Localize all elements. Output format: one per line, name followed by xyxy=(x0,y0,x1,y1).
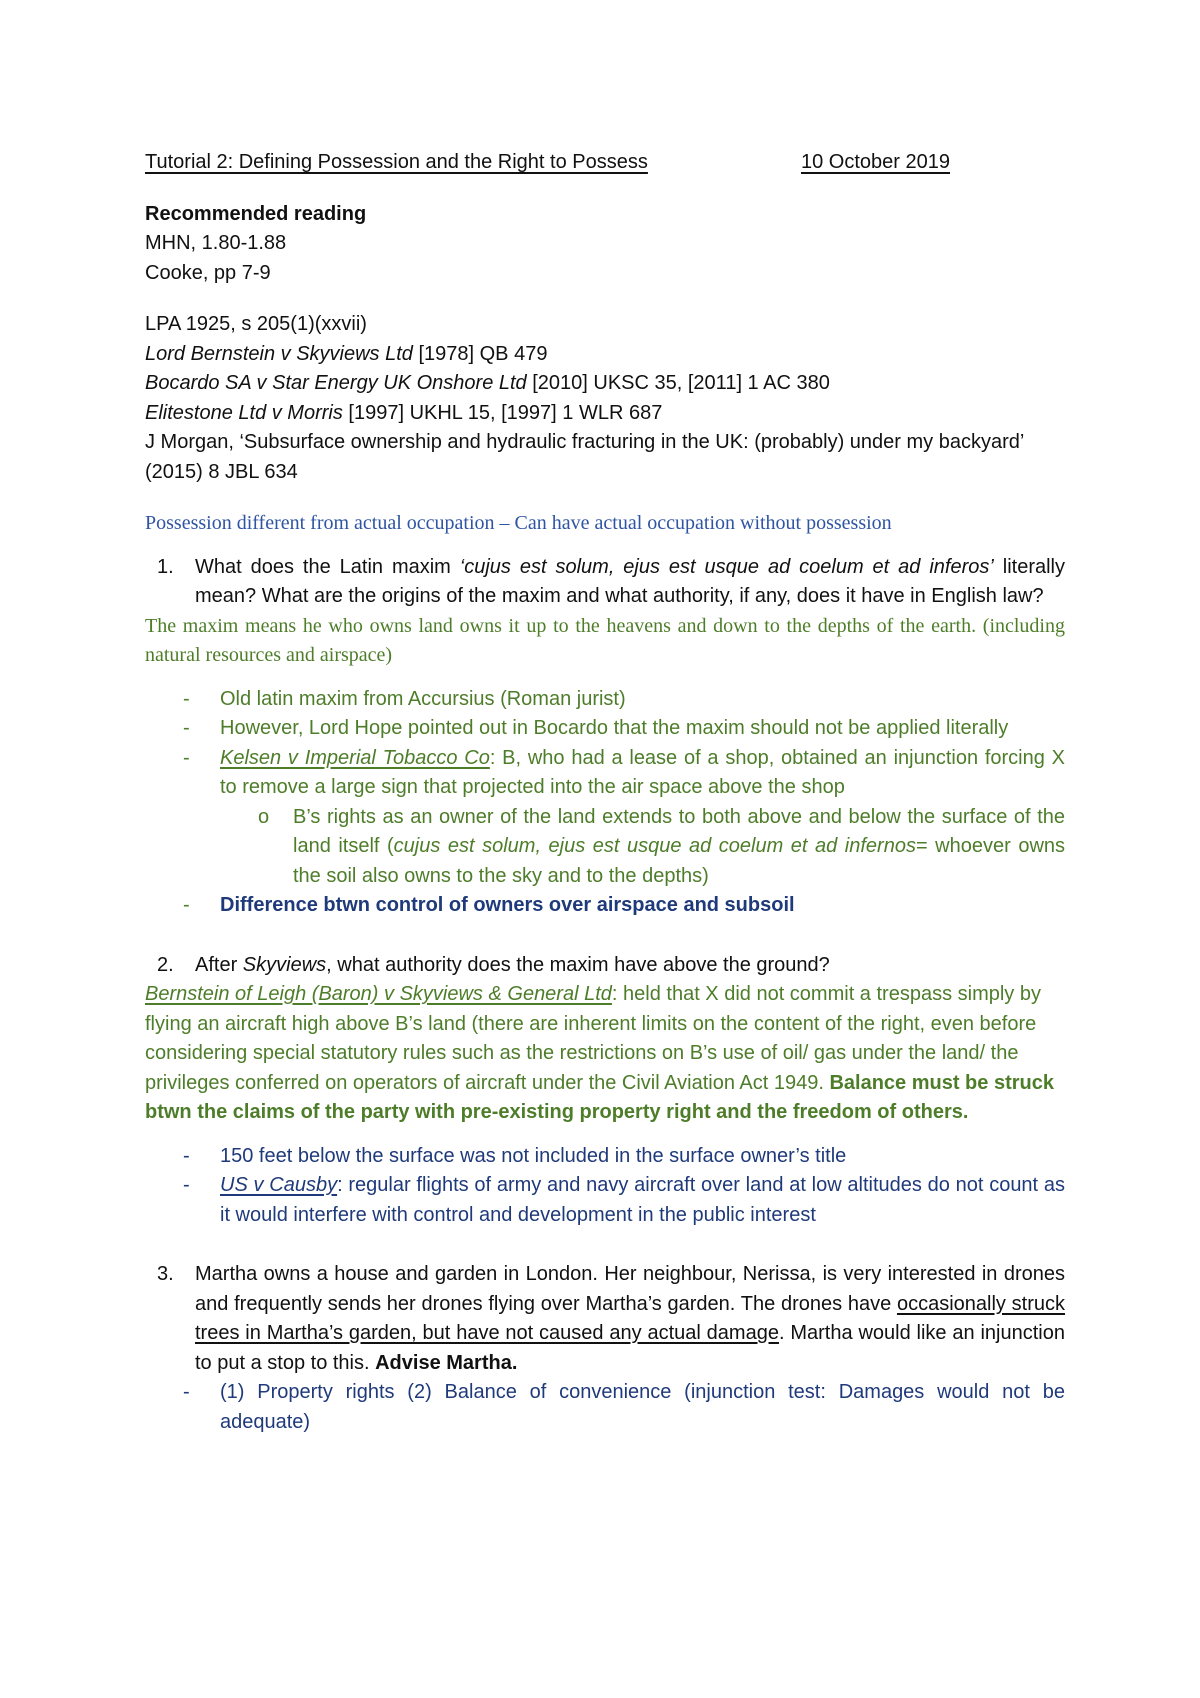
case-name: Kelsen v Imperial Tobacco Co xyxy=(220,746,490,769)
question-1 xyxy=(145,553,1065,612)
answer-2: Bernstein of Leigh (Baron) v Skyviews & General Ltd: held that X did not commit a trespass simply by flying an aircraft high above B’s land (there are inherent limits on the content of the right, even before considering special statutory rules such as the restrictions on B’s use of oil/ gas under the land/ the privileges conferred on operators of aircraft under the Civil Aviation Act 1949. Balance must be struck btwn the claims of the party with pre-existing property right and the freedom of others. xyxy=(145,983,1054,1123)
list-item: - (1) Property rights (2) Balance of convenience (injunction test: Damages would not be adequate) xyxy=(145,1378,1065,1437)
case-citation: [1978] QB 479 xyxy=(412,342,548,365)
question-text: , what authority does the maxim have above the ground? xyxy=(326,953,830,976)
question-number: 3. xyxy=(157,1263,174,1285)
dash-marker: - xyxy=(183,687,190,710)
answer-3-bullets xyxy=(145,1378,1065,1437)
advise-instruction: Advise Martha. xyxy=(375,1351,518,1374)
question-text: After xyxy=(195,953,243,976)
case-name: US v Causby xyxy=(220,1174,338,1196)
question-2 xyxy=(145,951,1065,981)
tutorial-date: 10 October 2019 xyxy=(801,151,950,173)
answer-1-bullets-cont xyxy=(145,891,1065,921)
answer-1: The maxim means he who owns land owns it up to the heavens and down to the depths of the earth. (including natural resources and airspace) xyxy=(145,614,1065,666)
question-text: What does the Latin maxim xyxy=(195,555,460,578)
question-text: Martha owns a house and garden in London. Her neighbour, Nerissa, is very interested in drones and frequently sends her drones flying over Martha’s garden. The drones have xyxy=(195,1263,1065,1315)
list-item: o B’s rights as an owner of the land extends to both above and below the surface of the land itself (cujus est solum, ejus est usque ad coelum et ad infernos= whoever owns the soil also owns to the sky and to the depths) xyxy=(145,803,1065,892)
case-citation: [2010] UKSC 35, [2011] 1 AC 380 xyxy=(526,372,830,394)
answer-1-subbullets xyxy=(145,803,1065,892)
latin-maxim: cujus est solum, ejus est usque ad coelum et ad infernos xyxy=(393,835,916,857)
possession-note: Possession different from actual occupation – Can have actual occupation without possession xyxy=(145,512,892,534)
dash-marker: - xyxy=(183,717,190,739)
reading-heading: Recommended reading xyxy=(145,202,367,225)
dash-marker: - xyxy=(183,894,190,916)
tutorial-title: Tutorial 2: Defining Possession and the Right to Possess xyxy=(145,151,648,173)
list-item: - 150 feet below the surface was not included in the surface owner’s title xyxy=(145,1142,1065,1172)
reading-line: LPA 1925, s 205(1)(xxvii) xyxy=(145,313,367,335)
reading-line xyxy=(145,340,1065,370)
list-item: - However, Lord Hope pointed out in Bocardo that the maxim should not be applied literally xyxy=(145,714,1065,744)
question-number: 1. xyxy=(157,555,174,578)
document-body xyxy=(145,148,1065,1437)
dash-marker: - xyxy=(183,1144,190,1167)
list-item: - Kelsen v Imperial Tobacco Co: B, who had a lease of a shop, obtained an injunction forcing X to remove a large sign that projected into the air space above the shop xyxy=(145,744,1065,803)
list-item: - Difference btwn control of owners over airspace and subsoil xyxy=(145,891,1065,921)
tutorial-header xyxy=(145,148,1065,178)
reading-line xyxy=(145,369,1065,399)
dash-marker: - xyxy=(183,1381,190,1403)
list-item: - US v Causby: regular flights of army and navy aircraft over land at low altitudes do not count as it would interfere with control and development in the public interest xyxy=(145,1171,1065,1230)
question-3 xyxy=(145,1260,1065,1378)
reading-line xyxy=(145,399,1065,429)
case-name: Bocardo SA v Star Energy UK Onshore Ltd xyxy=(145,372,527,394)
case-name: Skyviews xyxy=(242,953,327,976)
reading-line: MHN, 1.80-1.88 xyxy=(145,232,287,254)
case-name: Elitestone Ltd v Morris xyxy=(145,401,343,424)
question-text: . Martha would like an injunction to put a stop to this. xyxy=(195,1322,1065,1374)
answer-1-bullets xyxy=(145,685,1065,803)
recommended-reading xyxy=(145,200,1065,488)
reading-line: J Morgan, ‘Subsurface ownership and hydraulic fracturing in the UK: (probably) under my backyard’ (2015) 8 JBL 634 xyxy=(145,431,1024,483)
dash-marker: - xyxy=(183,746,190,769)
list-item: - Old latin maxim from Accursius (Roman jurist) xyxy=(145,685,1065,715)
circle-marker: o xyxy=(258,805,270,828)
case-citation: [1997] UKHL 15, [1997] 1 WLR 687 xyxy=(342,401,663,424)
question-number: 2. xyxy=(157,953,174,976)
answer-2-bullets xyxy=(145,1142,1065,1231)
latin-maxim: ‘cujus est solum, ejus est usque ad coelum et ad inferos’ xyxy=(459,555,994,578)
reading-line: Cooke, pp 7-9 xyxy=(145,261,271,284)
case-name: Bernstein of Leigh (Baron) v Skyviews & General Ltd xyxy=(145,983,612,1005)
case-name: Lord Bernstein v Skyviews Ltd xyxy=(145,342,413,365)
dash-marker: - xyxy=(183,1174,190,1196)
underlined-facts: occasionally struck trees in Martha’s garden, but have not caused any actual damage xyxy=(195,1292,1066,1344)
question-text: literally mean? What are the origins of the maxim and what authority, if any, does it have in English law? xyxy=(195,555,1065,607)
